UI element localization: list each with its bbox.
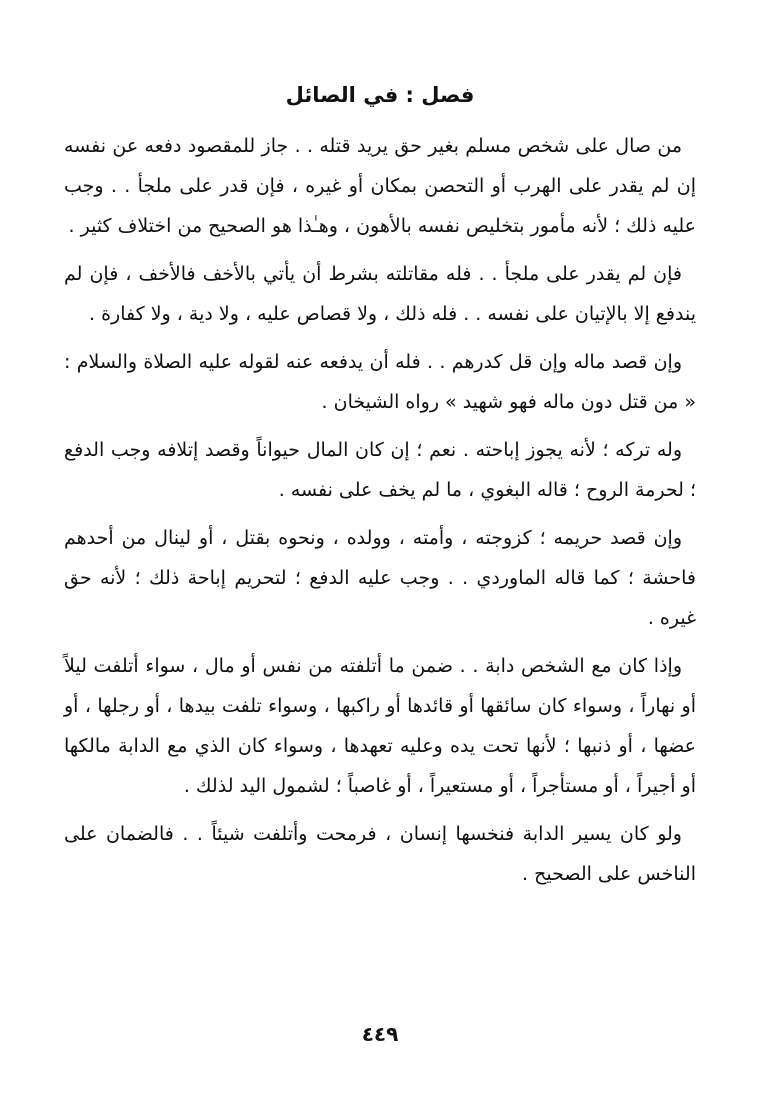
paragraph: وله تركه ؛ لأنه يجوز إباحته . نعم ؛ إن كان المال حيواناً وقصد إتلافه وجب الدفع ؛ لحرمة الروح ؛ قاله البغوي ، ما لم يخف على نفسه .	[64, 439, 696, 501]
paragraph: وإن قصد حريمه ؛ كزوجته ، وأمته ، وولده ، ونحوه بقتل ، أو لينال من أحدهم فاحشة ؛ كما قاله الماوردي . . وجب عليه الدفع ؛ لتحريم إباحة ذلك ؛ لأنه حق غيره .	[64, 527, 696, 629]
paragraph: وإن قصد ماله وإن قل كدرهم . . فله أن يدفعه عنه لقوله عليه الصلاة والسلام : « من قتل دون ماله فهو شهيد » رواه الشيخان .	[64, 351, 696, 413]
paragraph: وإذا كان مع الشخص دابة . . ضمن ما أتلفته من نفس أو مال ، سواء أتلفت ليلاً أو نهاراً ، وسواء كان سائقها أو قائدها أو راكبها ، وسواء تلفت بيدها ، أو رجلها ، أو عضها ، أو ذنبها ؛ لأنها تحت يده وعليه تعهدها ، وسواء كان الذي مع الدابة مالكها أو أجيراً ، أو مستأجراً ، أو مستعيراً ، أو غاصباً ؛ لشمول اليد لذلك .	[64, 655, 696, 797]
paragraph: فإن لم يقدر على ملجأ . . فله مقاتلته بشرط أن يأتي بالأخف فالأخف ، فإن لم يندفع إلا بالإتيان على نفسه . . فله ذلك ، ولا قصاص عليه ، ولا دية ، ولا كفارة .	[64, 263, 696, 325]
paragraph: من صال على شخص مسلم بغير حق يريد قتله . . جاز للمقصود دفعه عن نفسه إن لم يقدر على الهرب أو التحصن بمكان أو غيره ، فإن قدر على ملجأ . . وجب عليه ذلك ؛ لأنه مأمور بتخليص نفسه بالأهون ، وهـٰذا هو الصحيح من اختلاف كثير .	[64, 135, 696, 237]
page-number: ٤٤٩	[361, 1022, 399, 1046]
body-text	[64, 126, 696, 902]
paragraph: ولو كان يسير الدابة فنخسها إنسان ، فرمحت وأتلفت شيئاً . . فالضمان على الناخس على الصحيح .	[64, 823, 696, 885]
section-title: فصل : في الصائل	[285, 83, 475, 107]
